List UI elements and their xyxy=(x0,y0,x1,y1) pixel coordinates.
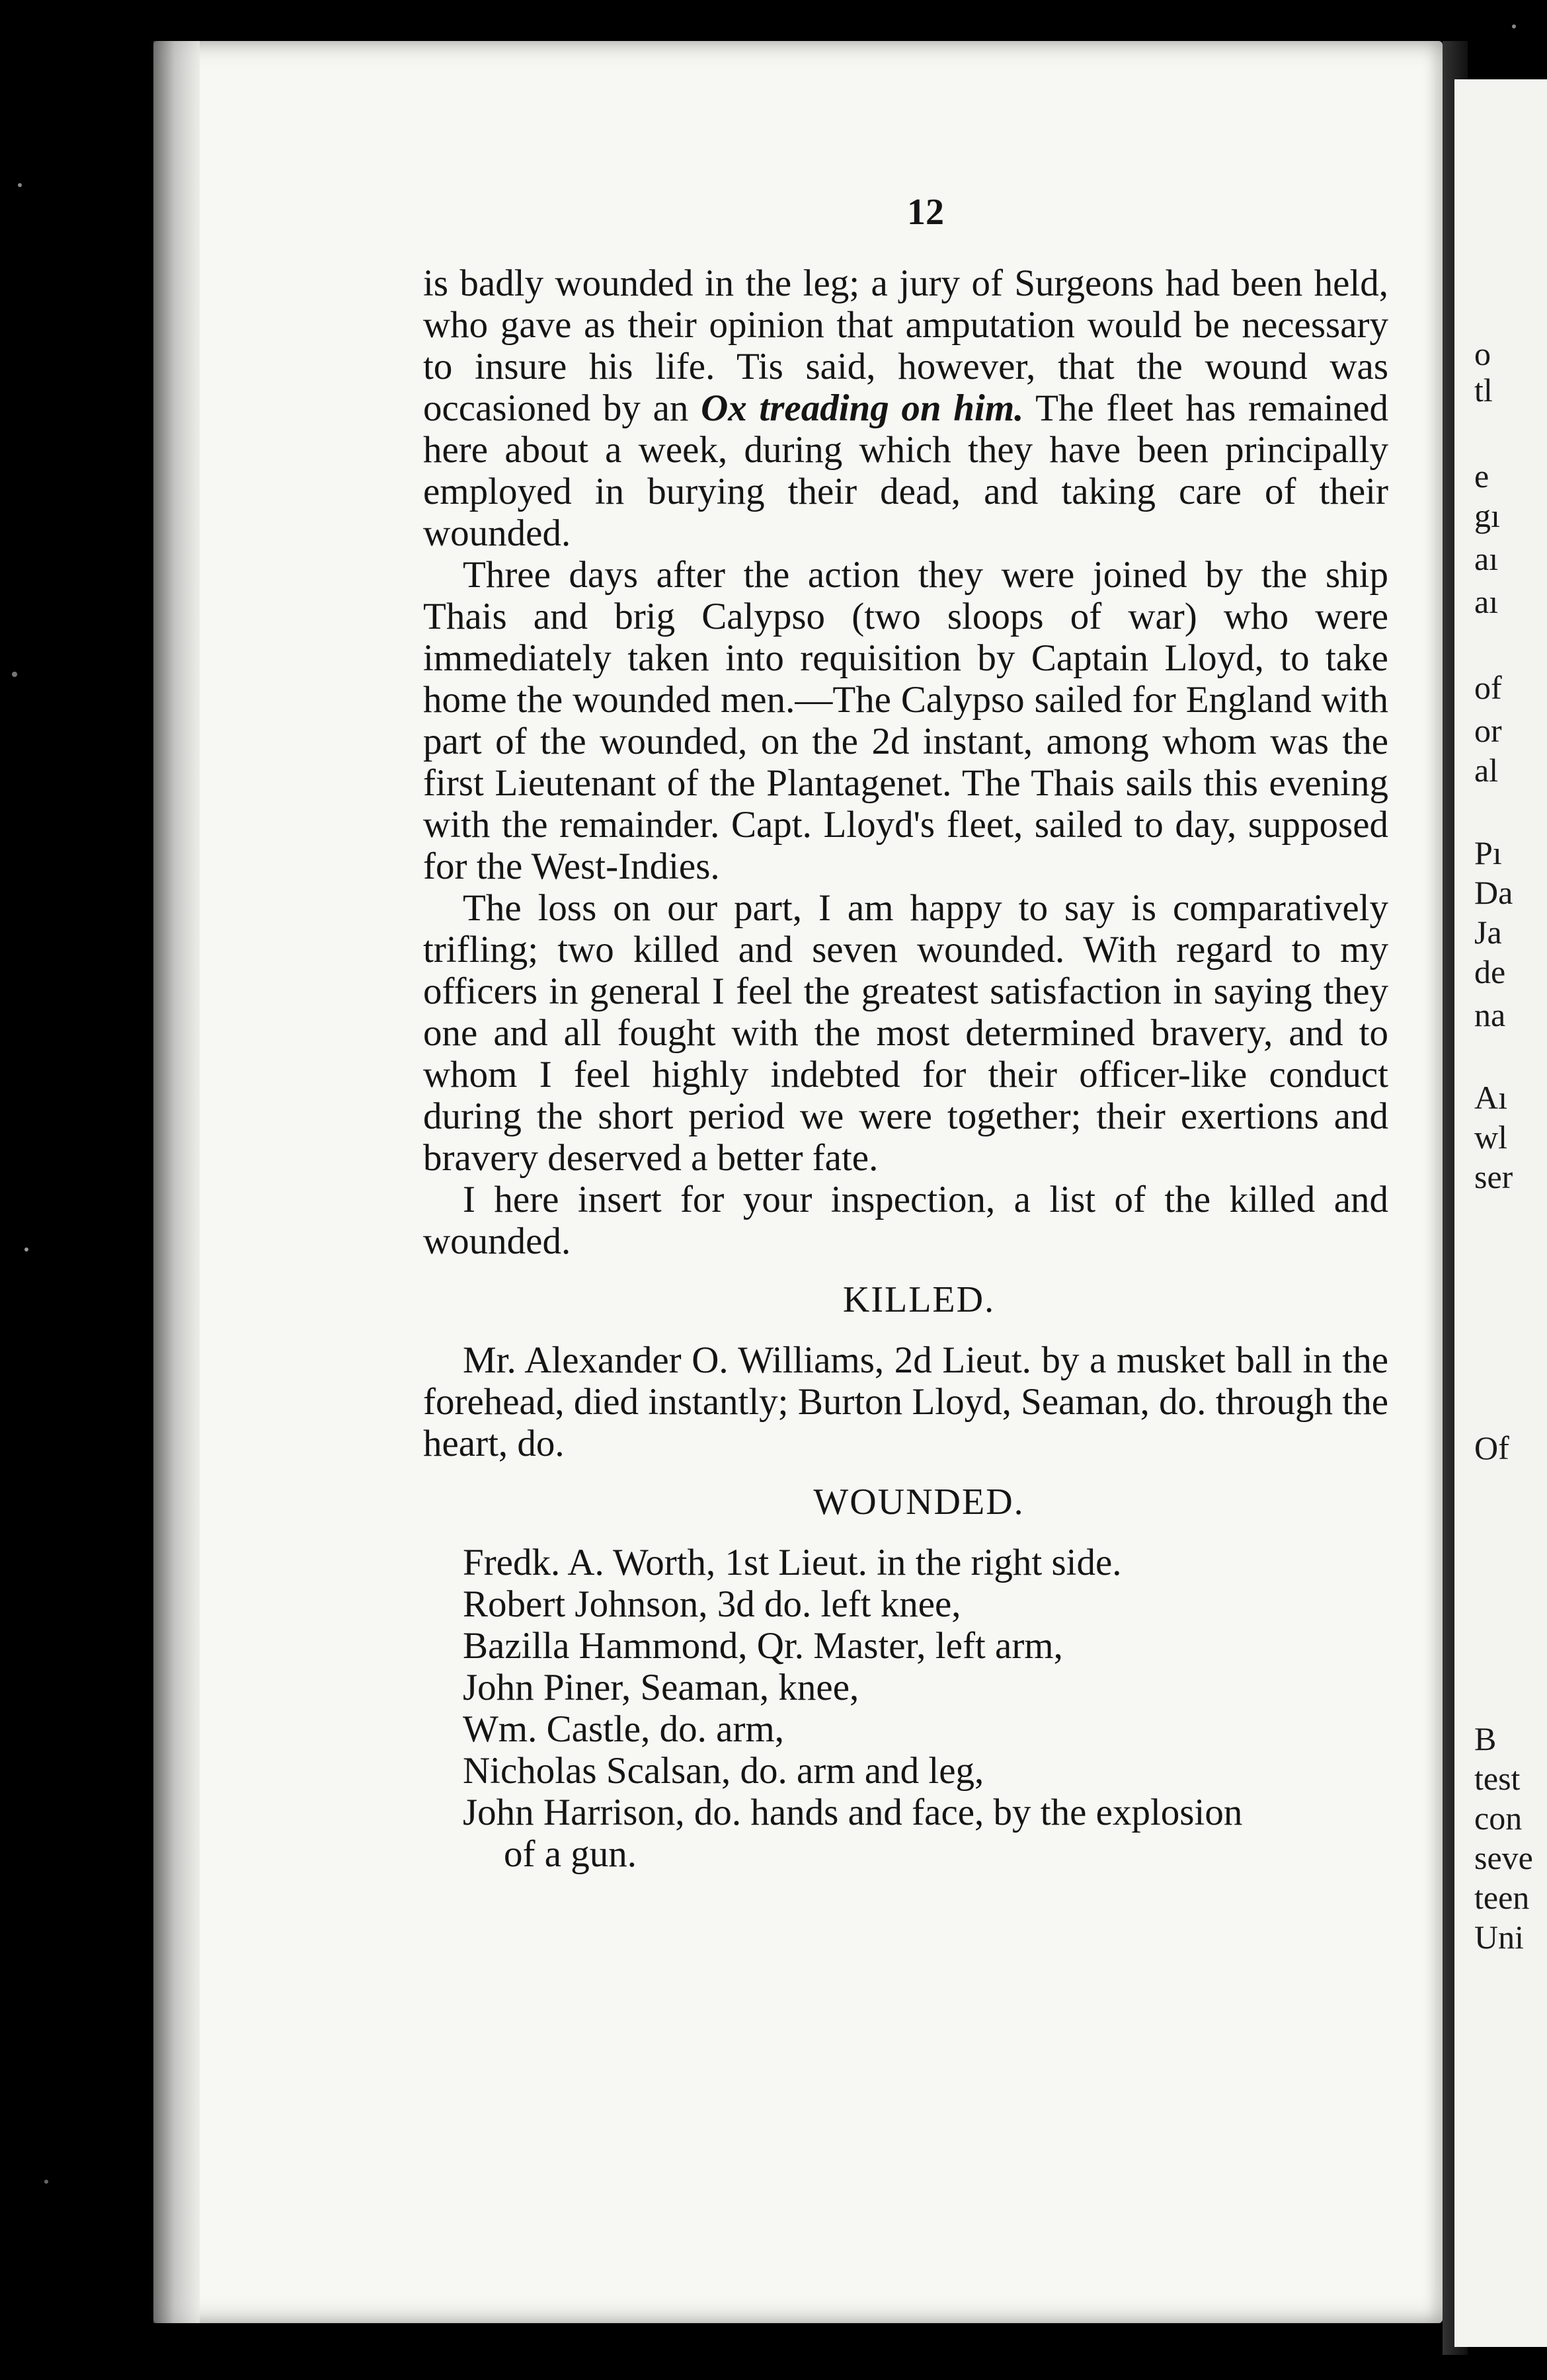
paragraph-3: The loss on our part, I am happy to say is comparatively trifling; two killed and seven wounded. With regard to my officers in general I feel the greatest satisfaction in saying they one and all fought with the most determined bravery, and to whom I feel highly indebted for their officer-like conduct during the short period we were together; their exertions and bravery deserved a better fate. xyxy=(423,887,1388,1179)
paragraph-1-text: is badly wounded in the leg; a jury of Surgeons had been held, who gave as their opinion that amputation would be necessary to insure his life. Tis said, however, that the wound was occasioned by an xyxy=(423,262,1388,429)
fragment: or xyxy=(1474,712,1502,749)
fragment: na xyxy=(1474,996,1506,1033)
paragraph-4: I here insert for your inspection, a list of the killed and wounded. xyxy=(423,1179,1388,1262)
list-item: Bazilla Hammond, Qr. Master, left arm, xyxy=(463,1625,1063,1667)
wounded-heading: WOUNDED. xyxy=(813,1482,1025,1523)
adjacent-page-text xyxy=(1468,0,1547,2380)
fragment: test xyxy=(1474,1760,1521,1797)
fragment: con xyxy=(1474,1800,1523,1837)
wounded-list xyxy=(463,1542,1388,1875)
page-content xyxy=(423,192,1388,1875)
fragment: tl xyxy=(1474,372,1493,409)
fragment: seve xyxy=(1474,1839,1533,1876)
fragment: Uni xyxy=(1474,1919,1524,1956)
page-spine-shadow xyxy=(153,41,200,2323)
fragment: al xyxy=(1474,752,1499,789)
fragment: aı xyxy=(1474,583,1499,620)
paragraph-2: Three days after the action they were joined by the ship Thais and brig Calypso (two sloops of war) who were immediately taken into requisition by Captain Lloyd, to take home the wounded men.—The Calypso sailed for England with part of the wounded, on the 2d instant, among whom was the first Lieutenant of the Plantagenet. The Thais sails this evening with the remainder. Capt. Lloyd's fleet, sailed to day, supposed for the West-Indies. xyxy=(423,554,1388,887)
fragment: teen xyxy=(1474,1879,1530,1916)
italic-phrase: Ox treading on him. xyxy=(701,387,1024,429)
killed-text: Mr. Alexander O. Williams, 2d Lieut. by a musket ball in the forehead, died instantly; Burton Lloyd, Seaman, do. through the heart, do. xyxy=(423,1339,1388,1464)
fragment: e xyxy=(1474,457,1489,495)
list-item: Robert Johnson, 3d do. left knee, xyxy=(463,1583,961,1625)
page-number: 12 xyxy=(907,192,944,233)
list-item: Nicholas Scalsan, do. arm and leg, xyxy=(463,1750,984,1792)
fragment: of xyxy=(1474,669,1502,706)
fragment: B xyxy=(1474,1720,1497,1757)
list-item: John Harrison, do. hands and face, by the explosion xyxy=(463,1792,1243,1833)
killed-heading: KILLED. xyxy=(842,1279,996,1320)
fragment: aı xyxy=(1474,540,1499,577)
fragment: Ja xyxy=(1474,914,1502,951)
list-item: John Piner, Seaman, knee, xyxy=(463,1667,859,1708)
paragraph-1-text-end: The fleet has remained here about a week, during which they have been principally employed in burying their dead, and taking care of their wounded. xyxy=(423,387,1389,554)
body-text xyxy=(423,262,1388,1875)
list-item: Wm. Castle, do. arm, xyxy=(463,1708,784,1750)
fragment: wl xyxy=(1474,1119,1507,1156)
fragment: o xyxy=(1474,335,1491,372)
fragment: de xyxy=(1474,953,1506,990)
list-item: Fredk. A. Worth, 1st Lieut. in the right side. xyxy=(463,1542,1122,1583)
fragment: Pı xyxy=(1474,834,1502,871)
list-item-continuation: of a gun. xyxy=(504,1833,637,1875)
fragment: Da xyxy=(1474,874,1513,911)
fragment: ser xyxy=(1474,1158,1513,1195)
fragment: Aı xyxy=(1474,1079,1507,1116)
fragment: gı xyxy=(1474,497,1500,534)
paragraph-continued xyxy=(423,262,1388,554)
fragment: Of xyxy=(1474,1429,1509,1466)
